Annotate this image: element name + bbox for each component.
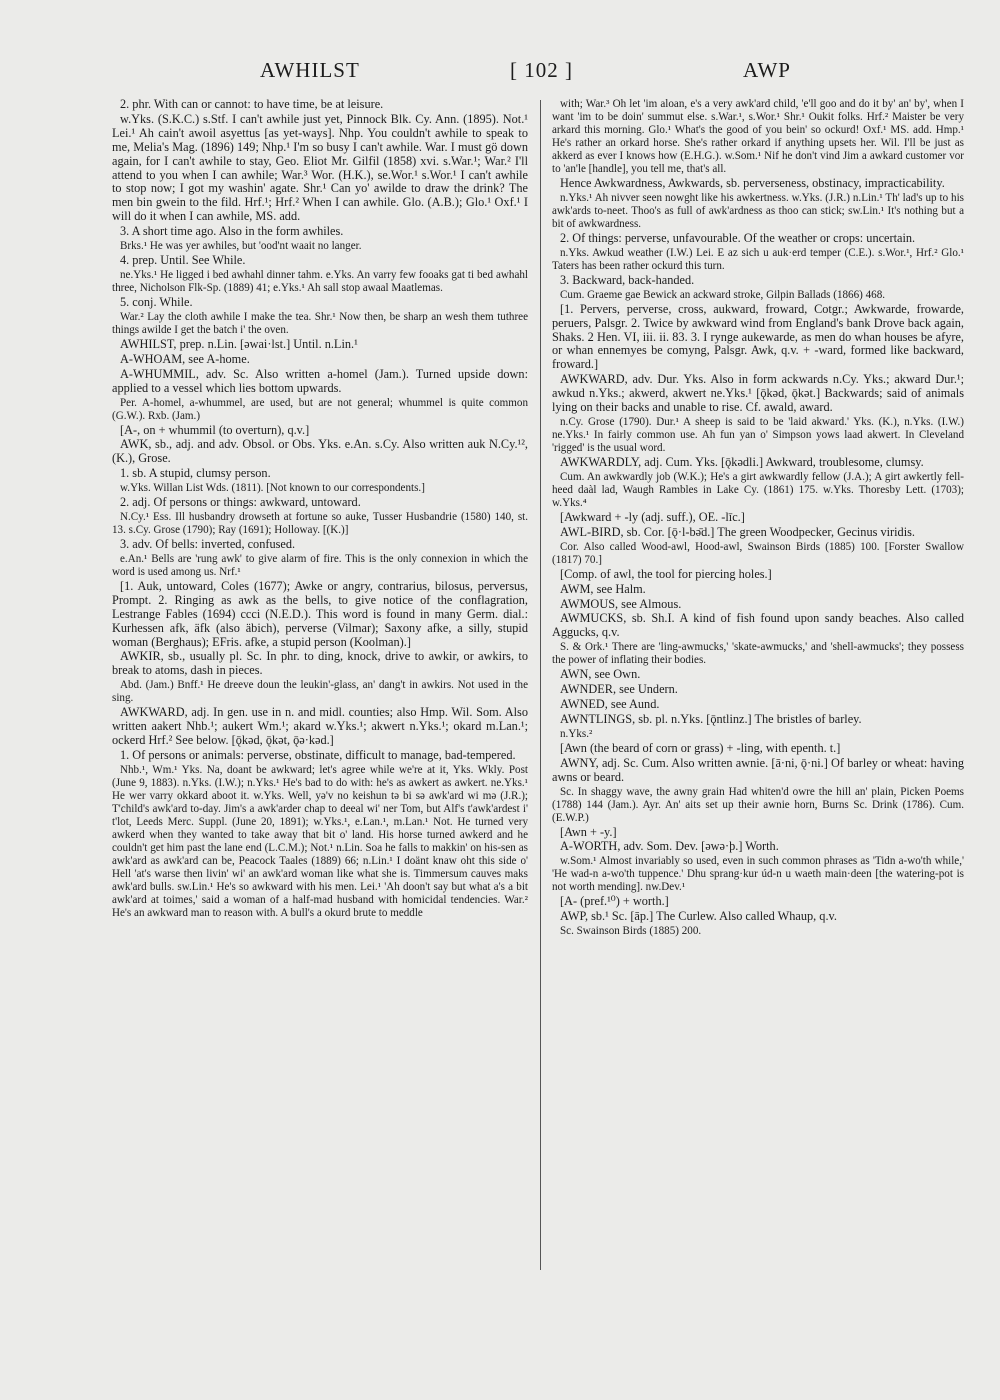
citation-paragraph: n.Yks.²	[560, 727, 593, 740]
entry-paragraph: Hence Awkwardness, Awkwards, sb. perverseness, obstinacy, impracticability.	[560, 176, 945, 190]
entry-paragraph: 3. A short time ago. Also in the form awhiles.	[120, 224, 344, 239]
citation-paragraph: Cum. An awkwardly job (W.K.); He's a girt awkwardly fellow (J.A.); A girt awkertly fell-heed daàl lad, Waugh Rambles in Lake Cy. (1861) 175. w.Yks. Thoresby Lett. (1703); w.Yks.⁴	[552, 470, 964, 509]
citation-paragraph: n.Cy. Grose (1790). Dur.¹ A sheep is said to be 'laid akward.' Yks. (K.), n.Yks. (I.W.) ne.Yks.¹ In fairly common use. Ah fun yan o' Simpson yows laad akwert. In Cleveland 'rigged' is the usual word.	[552, 415, 964, 454]
entry-paragraph: w.Yks. (S.K.C.) s.Stf. I can't awhile just yet, Pinnock Blk. Cy. Ann. (1895). Not.¹ Lei.¹ Ah cain't awoil asyettus [as yet-ways]. Nhp. You couldn't awhile to speak to me, Melia's Mag. (1896) 149; Nhp.¹ I'm so busy I can't awhile. War. I must gö down again, for I can't awhile to stay, Geo. Eliot Mr. Gilfil (1858) xvi. s.War.¹; War.² I'll attend to you when I can awhile; War.³ Wor. (H.K.), se.Wor.¹ s.Wor.¹ I can't awhile to stop now; I got my washin' agate. Shr.¹ Can yo' awilde to draw the drink? The men bin gwein to the fild. Hrf.¹; Hrf.² When I can awhile. Glo. (A.B.); Glo.¹ Oxf.¹ I will do it when I can awhile, MS. add.	[112, 111, 528, 224]
entry-paragraph: 1. sb. A stupid, clumsy person.	[120, 466, 271, 481]
entry-paragraph: AWKIR, sb., usually pl. Sc. In phr. to ding, knock, drive to awkir, or awkirs, to break to atoms, dash in pieces.	[112, 649, 528, 678]
entry-paragraph: [Awn + -y.]	[560, 824, 617, 839]
entry-paragraph: [Comp. of awl, the tool for piercing holes.]	[560, 566, 772, 581]
citation-paragraph: w.Yks. Willan List Wds. (1811). [Not known to our correspondents.]	[120, 482, 425, 495]
right-column	[552, 98, 964, 939]
entry-paragraph: AWNTLINGS, sb. pl. n.Yks. [ǭntlinz.] The bristles of barley.	[560, 711, 862, 726]
entry-paragraph: AWKWARD, adv. Dur. Yks. Also in form ackwards n.Cy. Yks.; akward Dur.¹; awkud n.Yks.; akwerd, akwert ne.Yks.¹ [ǭkəd, ǭkət.] Backwards; said of animals lying on their backs and unable to rise. Cf. awald, award.	[552, 372, 964, 415]
column-divider	[540, 100, 541, 1270]
entry-paragraph: 2. Of things: perverse, unfavourable. Of the weather or crops: uncertain.	[560, 230, 916, 245]
entry-paragraph: AWM, see Halm.	[560, 581, 646, 596]
entry-paragraph: AWP, sb.¹ Sc. [āp.] The Curlew. Also called Whaup, q.v.	[560, 909, 837, 924]
citation-paragraph: e.An.¹ Bells are 'rung awk' to give alarm of fire. This is the only connexion in which the word is used among us. Nrf.¹	[112, 552, 528, 578]
citation-paragraph: Abd. (Jam.) Bnff.¹ He dreeve doun the leukin'-glass, an' dang't in awkirs. Not used in the sing.	[112, 679, 528, 705]
citation-paragraph: N.Cy.¹ Ess. Ill husbandry drowseth at fortune so auke, Tusser Husbandrie (1580) 140, st. 13. s.Cy. Grose (1790); Ray (1691); Holloway. [(K.)]	[112, 511, 528, 537]
entry-paragraph: A-WHUMMIL, adv. Sc. Also written a-homel (Jam.). Turned upside down: applied to a vessel which lies bottom upwards.	[112, 366, 528, 395]
citation-paragraph: with; War.³ Oh let 'im aloan, e's a very awk'ard child, 'e'll goo and do it by' an' by', when I want 'im to be doin' summut else. s.War.¹, s.Wor.¹ Shr.¹ Oukit folks. Hrf.² Maister be very arkard this morning. Glo.¹ What's the good of you bein' so ockurd! Oxf.¹ MS. add. Hmp.¹ He's rather an orkard horse. She's rather orkard if anything upsets her. Wil. I'll be just as akkerd as ever I knows how (E.H.G.). w.Som.¹ Nif he don't vind Jim a awkard customer vor to 'an'le [handle], you tell me, that's all.	[552, 98, 964, 175]
citation-paragraph: War.² Lay the cloth awhile I make the tea. Shr.¹ Now then, be sharp an wesh them tuthree things awilde I get the batch i' the oven.	[112, 310, 528, 336]
page-number: [ 102 ]	[510, 58, 573, 82]
entry-paragraph: [A- (pref.¹⁰) + worth.]	[560, 894, 669, 909]
entry-paragraph: 5. conj. While.	[120, 294, 193, 309]
citation-paragraph: Cor. Also called Wood-awl, Hood-awl, Swainson Birds (1885) 100. [Forster Swallow (1817) 70.]	[552, 540, 964, 566]
entry-paragraph: [1. Pervers, perverse, cross, aukward, froward, Cotgr.; Awkwarde, frowarde, peruers, Palsgr. 2. Twice by awkward wind from England's bank Drove back again, Shaks. 2 Hen. VI, iii. ii. 83. 3. I rynge aukewarde, as men do whan houses be afyre, or whan ennemyes be comyng, Palsgr. Awk, q.v. + -ward, formed like backward, froward.]	[552, 301, 964, 372]
entry-paragraph: AWNY, adj. Sc. Cum. Also written awnie. [ā·ni, ǭ·ni.] Of barley or wheat: having awns or beard.	[552, 755, 964, 784]
entry-paragraph: AWMUCKS, sb. Sh.I. A kind of fish found upon sandy beaches. Also called Aggucks, q.v.	[552, 611, 964, 640]
running-head-right: AWP	[743, 58, 791, 82]
page-header	[110, 58, 960, 88]
citation-paragraph: n.Yks.¹ Ah nivver seen nowght like his awkertness. w.Yks. (J.R.) n.Lin.¹ Th' lad's up to his awk'ards to-neet. Thoo's as full of awk'ardness as thoo can stick; sw.Lin.¹ It's nothing but a bit of awkwardness.	[552, 191, 964, 230]
citation-paragraph: Sc. Swainson Birds (1885) 200.	[560, 925, 702, 938]
entry-paragraph: AWMOUS, see Almous.	[560, 596, 682, 611]
citation-paragraph: ne.Yks.¹ He ligged i bed awhahl dinner tahm. e.Yks. An varry few fooaks gat ti bed awhahl three, Nicholson Flk-Sp. (1889) 41; e.Yks.¹ Ah sall stop awaal Maatlemas.	[112, 268, 528, 294]
citation-paragraph: n.Yks. Awkud weather (I.W.) Lei. E az sich u auk·erd temper (C.E.). s.Wor.¹, Hrf.² Glo.¹ Taters has been rather ockurd this turn.	[552, 246, 964, 272]
entry-paragraph: AWKWARD, adj. In gen. use in n. and midl. counties; also Hmp. Wil. Som. Also written aakert Nhb.¹; aukert Wm.¹; akard w.Yks.¹; akwert n.Yks.¹; okard m.Lan.¹; ockerd Hrf.² See below. [ǭkəd, ǭkət, ǭə·kəd.]	[112, 705, 528, 748]
citation-paragraph: S. & Ork.¹ There are 'ling-awmucks,' 'skate-awmucks,' and 'shell-awmucks'; they possess the power of inflating their bodies.	[552, 641, 964, 667]
entry-paragraph: 4. prep. Until. See While.	[120, 253, 246, 268]
entry-paragraph: AWNDER, see Undern.	[560, 682, 678, 697]
entry-paragraph: AWNED, see Aund.	[560, 697, 660, 712]
entry-paragraph: [Awkward + -ly (adj. suff.), OE. -līc.]	[560, 509, 745, 524]
running-head-left: AWHILST	[260, 58, 360, 82]
entry-paragraph: AWK, sb., adj. and adv. Obsol. or Obs. Yks. e.An. s.Cy. Also written auk N.Cy.¹², (K.), Grose.	[112, 437, 528, 466]
entry-paragraph: AWKWARDLY, adj. Cum. Yks. [ǭkədli.] Awkward, troublesome, clumsy.	[560, 454, 924, 469]
citation-paragraph: Sc. In shaggy wave, the awny grain Had whiten'd owre the hill an' plain, Picken Poems (1788) 144 (Jam.). Ayr. An' aits set up their awnie horn, Burns Sc. Drink (1786). Cum. (E.W.P.)	[552, 785, 964, 824]
entry-paragraph: 1. Of persons or animals: perverse, obstinate, difficult to manage, bad-tempered.	[120, 748, 516, 762]
citation-paragraph: Cum. Graeme gae Bewick an ackward stroke, Gilpin Ballads (1866) 468.	[560, 288, 886, 301]
citation-paragraph: w.Som.¹ Almost invariably so used, even in such common phrases as 'Tidn a-wo'th while,' 'He wad-n a-wo'th tuppence.' Dhu sprang·kur úd-n u waeth main·deen [the watering-pot is not worth mending]. nw.Dev.¹	[552, 855, 964, 894]
entry-paragraph: 2. adj. Of persons or things: awkward, untoward.	[120, 495, 361, 510]
entry-paragraph: [Awn (the beard of corn or grass) + -ling, with epenth. t.]	[560, 740, 841, 755]
citation-paragraph: Per. A-homel, a-whummel, are used, but are not general; whummel is quite common (G.W.). Rxb. (Jam.)	[112, 396, 528, 422]
entry-paragraph: A-WORTH, adv. Som. Dev. [əwə·þ.] Worth.	[560, 839, 779, 854]
entry-paragraph: AWL-BIRD, sb. Cor. [ǭ·l-bə̄d.] The green Woodpecker, Gecinus viridis.	[560, 524, 915, 539]
left-column	[112, 98, 528, 921]
entry-paragraph: 3. adv. Of bells: inverted, confused.	[120, 537, 296, 552]
entry-paragraph: [A-, on + whummil (to overturn), q.v.]	[120, 422, 310, 437]
entry-paragraph: AWN, see Own.	[560, 667, 641, 682]
entry-paragraph: A-WHOAM, see A-home.	[120, 351, 250, 366]
citation-paragraph: Nhb.¹, Wm.¹ Yks. Na, doant be awkward; let's agree while we're at it, Yks. Wkly. Post (June 9, 1883). n.Yks. (I.W.); n.Yks.¹ He's bad to do with: he's as awkert as awkert. ne.Yks.¹ He wer varry okkard aboot it. w.Yks. Well, yə'v no keishun tə bi sə awk'ard wi mə (J.R.); T'child's awk'ard to-day. Jim's a awk'arder chap to deeal wi' ner Tom, but Alf's t'awk'ardest i' t'lot, Leeds Merc. Suppl. (June 20, 1891); w.Yks.¹, e.Lan.¹, m.Lan.¹ Not. He turned very awkerd when they wanted to take away that bit o' land. His horse turned awkerd and he couldn't get him past the lane end (L.C.M.); Not.¹ n.Lin. Soa he falls to makkin' on his-sen as awk'ard as awk'ard can be, Peacock Taales (1889) 66; n.Lin.¹ I doänt knaw oht this side o' Hell 'at's warse then livin' wi' an awk'ard woman like what she is. Timmersum cauves maks awk'ard bulls. sw.Lin.¹ He's so awkward with his men. Lei.¹ 'Ah doon't say but what a's a bit awk'ard at toimes,' said a woman of a half-mad husband with homicidal tendencies. War.² He's an awkward man to reason with. A bull's a okurd brute to meddle	[112, 763, 528, 919]
entry-paragraph: AWHILST, prep. n.Lin. [əwai·lst.] Until. n.Lin.¹	[120, 336, 358, 351]
entry-paragraph: 2. phr. With can or cannot: to have time, be at leisure.	[120, 97, 384, 111]
citation-paragraph: Brks.¹ He was yer awhiles, but 'ood'nt waait no langer.	[120, 240, 362, 253]
entry-paragraph: [1. Auk, untoward, Coles (1677); Awke or angry, contrarius, bilosus, perversus, Prompt. 2. Ringing as awk as the bells, to give notice of the conflagration, Lestrange Fables (1694) ccci (N.E.D.). This word is found in many Germ. dial.: Kurhessen afk, äfk (also äbich), perverse (Vilmar); Saxony afke, a silly, stupid woman (Berghaus); EFris. afke, a stupid person (Koolman).]	[112, 578, 528, 649]
entry-paragraph: 3. Backward, back-handed.	[560, 272, 695, 287]
